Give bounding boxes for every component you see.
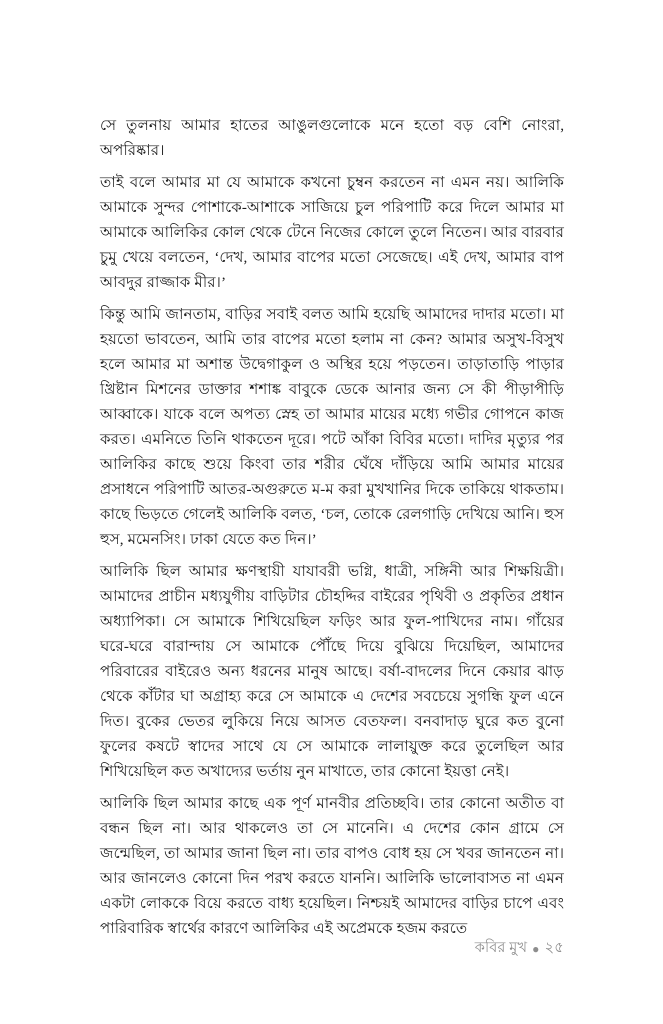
paragraph-4: আলিকি ছিল আমার ক্ষণস্থায়ী যাযাবরী ভগ্নি, ধাত্রী, সঙ্গিনী আর শিক্ষয়িত্রী। আমাদের প্রাচীন মধ্যযুগীয় বাড়িটার চৌহদ্দির বাইরের পৃথিবী ও প্রকৃতির প্রধান অধ্যাপিকা। সে আমাকে শিখিয়েছিল ফড়িং আর ফুল-পাখিদের নাম। গাঁয়ের ঘরে-ঘরে বারান্দায় সে আমাকে পৌঁছে দিয়ে বুঝিয়ে দিয়েছিল, আমাদের পরিবারের বাইরেও অন্য ধরনের মানুষ আছে। বর্ষা-বাদলের দিনে কেয়ার ঝাড় থেকে কাঁটার ঘা অগ্রাহ্য করে সে আমাকে এ দেশের সবচেয়ে সুগন্ধি ফুল এনে দিত। বুকের ভেতর লুকিয়ে নিয়ে আসত বেতফল। বনবাদাড় ঘুরে কত বুনো ফুলের কষটে স্বাদের সাথে যে সে আমাকে লালায়ুক্ত করে তুলেছিল আর শিখিয়েছিল কত অখাদ্যের ভর্তায় নুন মাখাতে, তার কোনো ইয়ত্তা নেই। bbox=[100, 563, 564, 780]
page-footer bbox=[100, 938, 564, 959]
paragraph-2: তাই বলে আমার মা যে আমাকে কখনো চুম্বন করতেন না এমন নয়। আলিকি আমাকে সুন্দর পোশাকে-আশাকে সাজিয়ে চুল পরিপাটি করে দিলে আমার মা আমাকে আলিকির কোল থেকে টেনে নিজের কোলে তুলে নিতেন। আর বারবার চুমু খেয়ে বলতেন, ‘দেখ, আমার বাপের মতো সেজেছে। এই দেখ, আমার বাপ আবদুর রাজ্জাক মীর।’ bbox=[100, 174, 564, 291]
paragraph-3: কিন্তু আমি জানতাম, বাড়ির সবাই বলত আমি হয়েছি আমাদের দাদার মতো। মা হয়তো ভাবতেন, আমি তার বাপের মতো হলাম না কেন? আমার অসুখ-বিসুখ হলে আমার মা অশান্ত উদ্বেগাকুল ও অস্থির হয়ে পড়তেন। তাড়াতাড়ি পাড়ার খ্রিষ্টান মিশনের ডাক্তার শশাঙ্ক বাবুকে ডেকে আনার জন্য সে কী পীড়াপীড়ি আব্বাকে। যাকে বলে অপত্য স্নেহ তা আমার মায়ের মধ্যে গভীর গোপনে কাজ করত। এমনিতে তিনি থাকতেন দূরে। পটে আঁকা বিবির মতো। দাদির মৃত্যুর পর আলিকির কাছে শুয়ে কিংবা তার শরীর ঘেঁষে দাঁড়িয়ে আমি আমার মায়ের প্রসাধনে পরিপাটি আতর-অগুরুতে ম-ম করা মুখখানির দিকে তাকিয়ে থাকতাম। কাছে ভিড়তে গেলেই আলিকি বলত, ‘চল, তোকে রেলগাড়ি দেখিয়ে আনি। হুস হুস, মমেনসিং। ঢাকা যেতে কত দিন।’ bbox=[100, 306, 564, 548]
footer-book-title: কবির মুখ bbox=[474, 940, 528, 956]
footer-separator-bullet: ● bbox=[532, 941, 540, 956]
footer-page-number: ২৫ bbox=[544, 940, 564, 956]
paragraph-5: আলিকি ছিল আমার কাছে এক পূর্ণ মানবীর প্রতিচ্ছবি। তার কোনো অতীত বা বন্ধন ছিল না। আর থাকলেও তা সে মানেনি। এ দেশের কোন গ্রামে সে জন্মেছিল, তা আমার জানা ছিল না। তার বাপও বোধ হয় সে খবর জানতেন না। আর জানলেও কোনো দিন পরখ করতে যাননি। আলিকি ভালোবাসত না এমন একটা লোককে বিয়ে করতে বাধ্য হয়েছিল। নিশ্চয়ই আমাদের বাড়ির চাপে এবং পারিবারিক স্বার্থের কারণে আলিকির এই অপ্রেমকে হজম করতে bbox=[100, 795, 564, 937]
page-text-column bbox=[100, 113, 564, 941]
paragraph-1: সে তুলনায় আমার হাতের আঙুলগুলোকে মনে হতো বড় বেশি নোংরা, অপরিষ্কার। bbox=[100, 117, 564, 159]
